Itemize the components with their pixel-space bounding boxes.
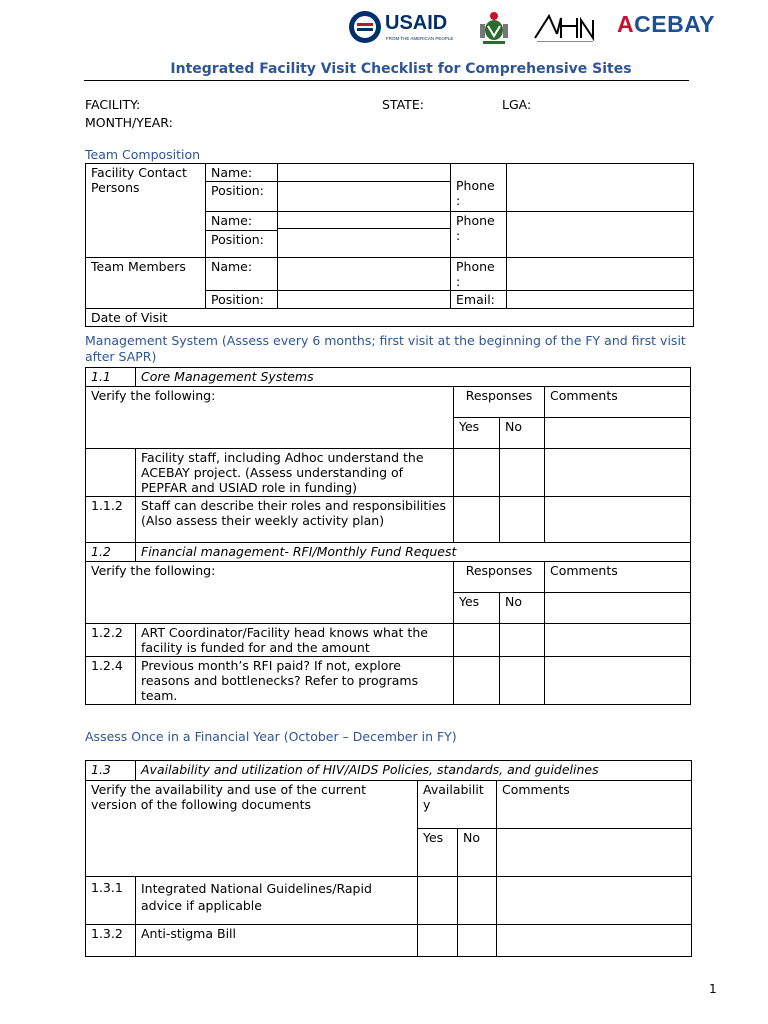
yes-cell[interactable]	[454, 657, 500, 705]
item-number: 1.2.4	[86, 657, 136, 705]
position-value-1[interactable]	[278, 182, 451, 212]
comments-cell[interactable]	[545, 624, 691, 657]
responses-header: Responses	[454, 387, 545, 418]
no-cell[interactable]	[500, 657, 545, 705]
logo-bar	[345, 8, 725, 48]
section-1-1-number: 1.1	[86, 368, 136, 387]
verify-label: Verify the following:	[86, 562, 454, 624]
item-text: Previous month’s RFI paid? If not, explore reasons and bottlenecks? Refer to programs team.	[136, 657, 454, 705]
page-number: 1	[709, 982, 717, 996]
verify-documents-label: Verify the availability and use of the current version of the following documents	[86, 781, 418, 877]
comments-header: Comments	[497, 781, 692, 829]
phone-value-1[interactable]	[507, 164, 694, 212]
phone-value-2[interactable]	[507, 212, 694, 258]
yes-header: Yes	[418, 829, 458, 877]
item-number: 1.3.1	[86, 877, 136, 925]
nigeria-coat-of-arms-icon	[477, 10, 511, 46]
acebay-logo	[617, 11, 715, 38]
usaid-logo-subtext: FROM THE AMERICAN PEOPLE	[386, 36, 454, 41]
position-label: Position:	[206, 182, 278, 212]
no-header: No	[458, 829, 497, 877]
name-label: Name:	[206, 212, 277, 231]
name-value-3[interactable]	[278, 258, 451, 291]
no-cell[interactable]	[458, 925, 497, 957]
position-label: Position:	[206, 291, 278, 309]
section-1-2-number: 1.2	[86, 543, 136, 562]
annual-table	[85, 760, 692, 957]
page-title: Integrated Facility Visit Checklist for Comprehensive Sites	[170, 61, 632, 77]
comments-cell[interactable]	[497, 877, 692, 925]
no-header: No	[500, 593, 545, 624]
yes-cell[interactable]	[418, 877, 458, 925]
name-label: Name:	[206, 258, 278, 291]
yes-cell[interactable]	[454, 624, 500, 657]
date-of-visit-label: Date of Visit	[86, 309, 694, 327]
management-table	[85, 367, 691, 705]
acebay-logo-a: A	[617, 11, 635, 37]
comments-cell[interactable]	[545, 418, 691, 449]
yes-header: Yes	[454, 418, 500, 449]
section-1-2-title: Financial management- RFI/Monthly Fund Request	[136, 543, 691, 562]
item-text: Anti-stigma Bill	[136, 925, 418, 957]
comments-cell[interactable]	[545, 657, 691, 705]
lga-label: LGA:	[502, 97, 532, 112]
no-cell[interactable]	[500, 624, 545, 657]
title-divider	[84, 80, 689, 81]
position-label: Position:	[211, 232, 264, 247]
section-1-3-title: Availability and utilization of HIV/AIDS Policies, standards, and guidelines	[136, 761, 692, 781]
item-text: Facility staff, including Adhoc understand the ACEBAY project. (Assess understanding of PEPFAR and USIAD role in funding)	[136, 449, 454, 497]
no-header: No	[500, 418, 545, 449]
month-year-label: MONTH/YEAR:	[85, 115, 173, 130]
item-text: Integrated National Guidelines/Rapid advice if applicable	[136, 877, 418, 925]
annual-heading: Assess Once in a Financial Year (October – December in FY)	[85, 729, 457, 744]
name-position-cell	[206, 212, 278, 258]
name-label: Name:	[206, 164, 278, 182]
email-value[interactable]	[507, 291, 694, 309]
usaid-logo-text: USAID	[385, 12, 448, 34]
no-cell[interactable]	[500, 497, 545, 543]
name-value-1[interactable]	[278, 164, 451, 182]
yes-cell[interactable]	[418, 925, 458, 957]
availability-header: Availabilit y	[418, 781, 497, 829]
phone-label: Phone :	[451, 258, 507, 291]
comments-cell[interactable]	[545, 497, 691, 543]
state-label: STATE:	[382, 97, 424, 112]
section-1-3-number: 1.3	[86, 761, 136, 781]
name-position-value-2[interactable]	[278, 212, 451, 258]
position-value-3[interactable]	[278, 291, 451, 309]
item-number: 1.3.2	[86, 925, 136, 957]
yes-cell[interactable]	[454, 497, 500, 543]
email-label: Email:	[451, 291, 507, 309]
facility-label: FACILITY:	[85, 97, 141, 112]
no-cell[interactable]	[458, 877, 497, 925]
management-heading: Management System (Assess every 6 months; first visit at the beginning of the FY and first visit after SAPR)	[85, 333, 686, 364]
comments-header: Comments	[545, 562, 691, 593]
ahni-logo-icon	[533, 12, 597, 44]
usaid-seal-icon	[348, 10, 382, 44]
comments-cell[interactable]	[497, 925, 692, 957]
comments-cell[interactable]	[545, 593, 691, 624]
item-number: 1.2.2	[86, 624, 136, 657]
phone-label: Phone :	[451, 212, 507, 258]
verify-label: Verify the following:	[86, 387, 454, 449]
team-composition-table	[85, 163, 694, 327]
responses-header: Responses	[454, 562, 545, 593]
comments-header: Comments	[545, 387, 691, 418]
section-1-1-title: Core Management Systems	[136, 368, 691, 387]
facility-contact-label: Facility Contact Persons	[86, 164, 206, 258]
no-cell[interactable]	[500, 449, 545, 497]
yes-cell[interactable]	[454, 449, 500, 497]
item-number	[86, 449, 136, 497]
comments-cell[interactable]	[545, 449, 691, 497]
team-members-label: Team Members	[86, 258, 206, 309]
comments-cell[interactable]	[497, 829, 692, 877]
item-text: Staff can describe their roles and responsibilities (Also assess their weekly activity plan)	[136, 497, 454, 543]
phone-label: Phone :	[451, 164, 507, 212]
acebay-logo-rest: CEBAY	[634, 11, 716, 37]
phone-value-3[interactable]	[507, 258, 694, 291]
item-number: 1.1.2	[86, 497, 136, 543]
item-text: ART Coordinator/Facility head knows what the facility is funded for and the amount	[136, 624, 454, 657]
yes-header: Yes	[454, 593, 500, 624]
team-composition-heading: Team Composition	[85, 147, 201, 162]
